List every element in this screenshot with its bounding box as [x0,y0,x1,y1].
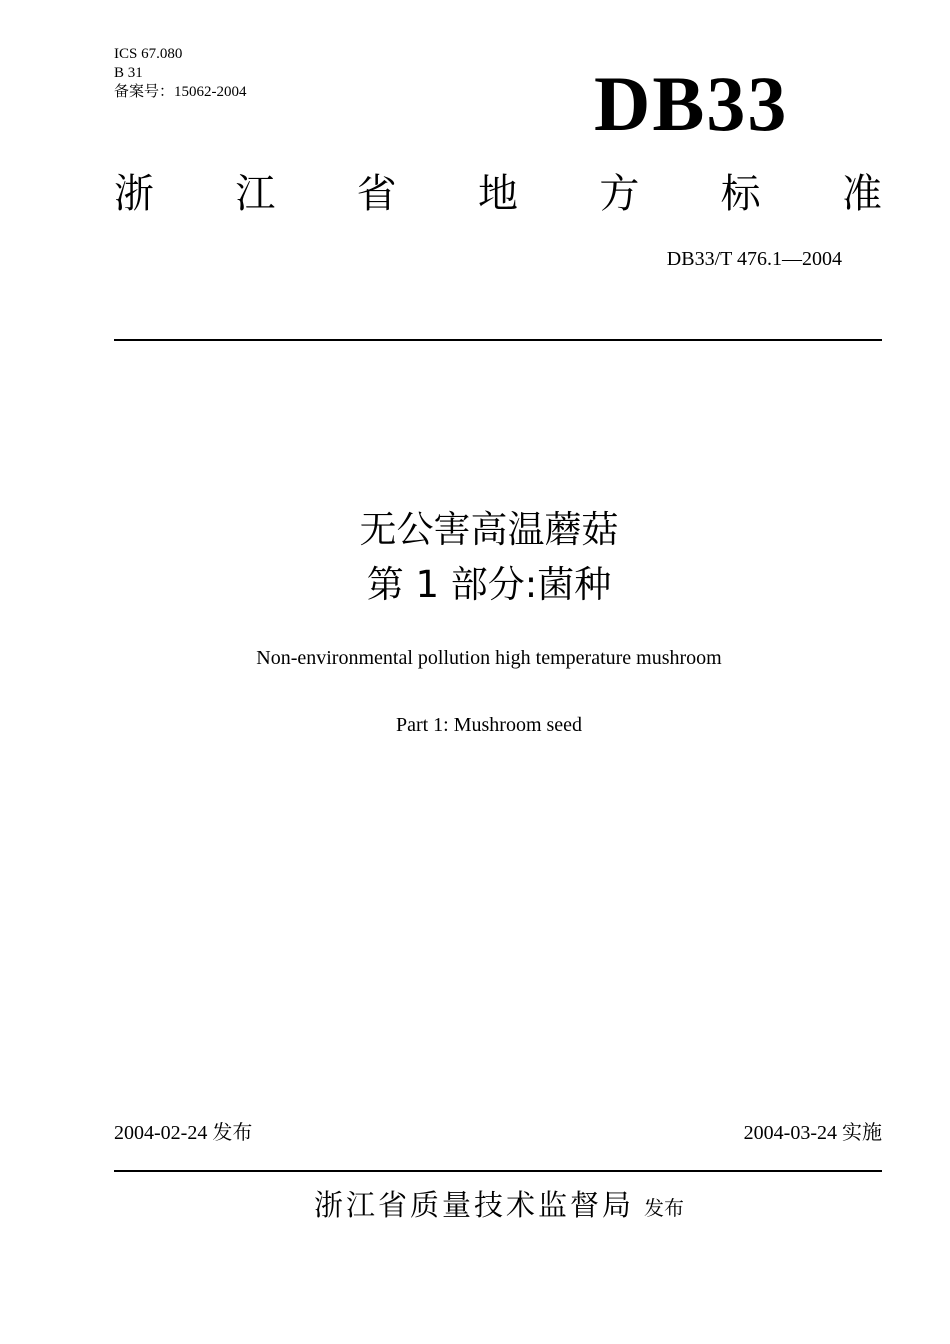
standard-type-char: 标 [720,171,761,217]
title-chinese-line1: 无公害高温蘑菇 [359,508,619,551]
classification-code: B 31 [114,65,143,81]
effective-date: 2004-03-24 实施 [743,1122,882,1144]
standard-type-char: 省 [356,171,397,217]
title-english-line1: Non-environmental pollution high temperature mushroom [256,647,722,669]
standard-type-char: 浙 [114,171,154,217]
ics-code: ICS 67.080 [114,46,183,62]
standard-type-heading [114,168,882,220]
top-divider [114,339,882,341]
title-english-line2: Part 1: Mushroom seed [395,714,583,736]
issuer-suffix: 发布 [644,1196,684,1220]
standard-type-char: 江 [235,171,276,217]
standard-type-char: 地 [477,171,518,217]
issuing-authority: 浙江省质量技术监督局 [313,1188,634,1222]
issue-date: 2004-02-24 发布 [114,1122,253,1144]
db33-logo: DB33 [594,60,789,147]
title-chinese-line2: 第 1 部分:菌种 [366,563,612,606]
standard-type-char: 方 [599,171,640,217]
issuer-line [0,1183,950,1224]
filing-number: 备案号：15062-2004 [114,84,247,100]
standard-type-char: 准 [841,171,882,217]
standard-number: DB33/T 476.1—2004 [666,248,842,270]
bottom-divider [114,1170,882,1172]
